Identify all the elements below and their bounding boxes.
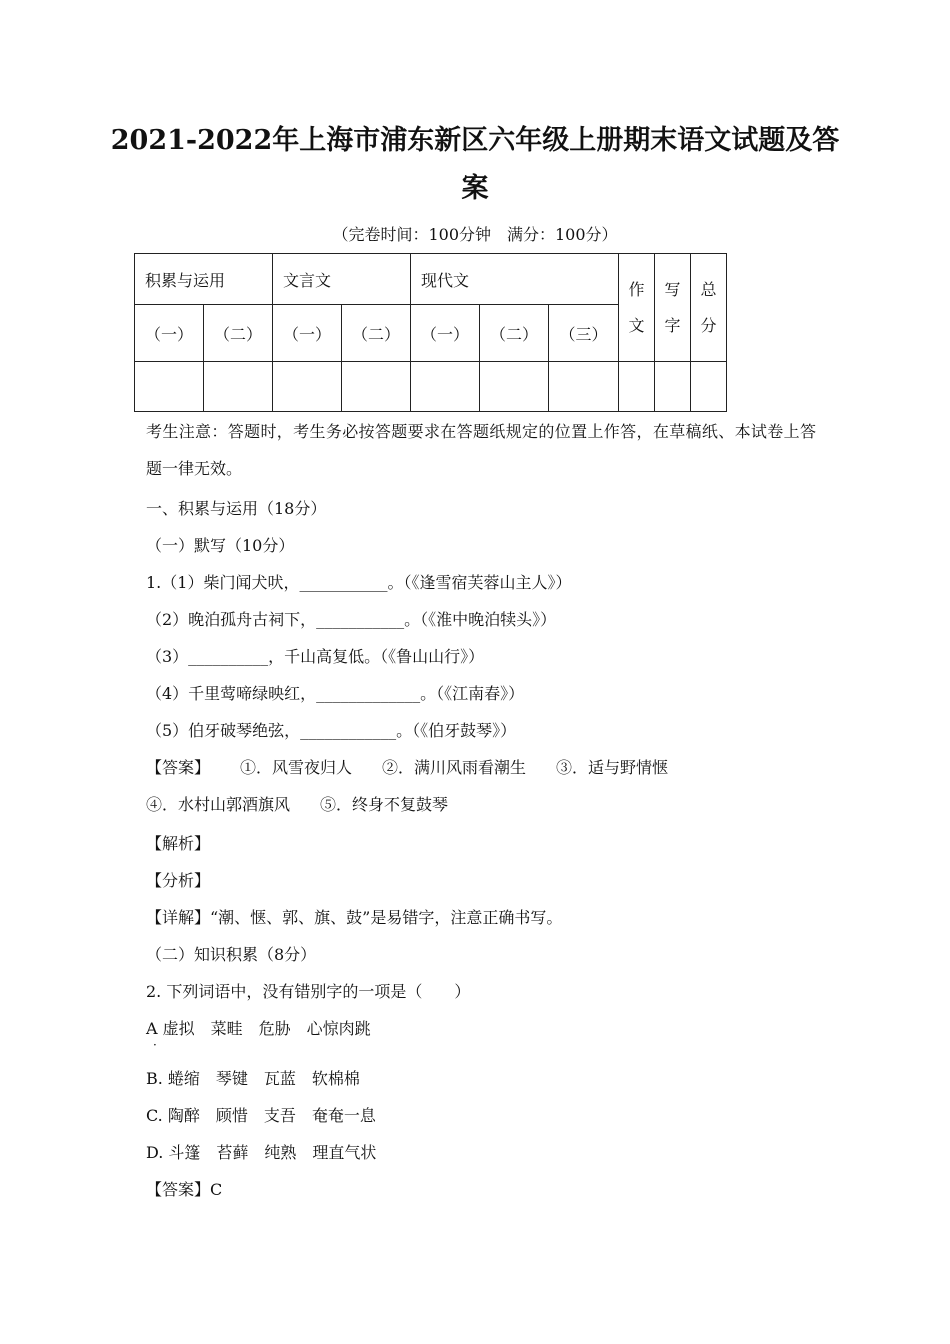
option-d: D. 斗篷 苔藓 纯熟 理直气状 [146, 1143, 377, 1162]
answer-item: ②．满川风雨看潮生 [382, 758, 527, 777]
score-cell [273, 362, 342, 412]
question-line: 2. 下列词语中，没有错别字的一项是（ ） [146, 982, 471, 1001]
score-header-zongfen: 总 分 [691, 254, 727, 362]
score-header-zuowen: 作 文 [619, 254, 655, 362]
score-sub-header: （二） [204, 305, 273, 362]
score-sub-header: （一） [411, 305, 480, 362]
score-cell [691, 362, 727, 412]
question-line: （4）千里莺啼绿映红，_____________。（《江南春》） [146, 684, 525, 703]
option-b: B. 蜷缩 琴键 瓦蓝 软棉棉 [146, 1069, 360, 1088]
detail-explanation: 【详解】“潮、惬、郭、旗、鼓”是易错字，注意正确书写。 [146, 908, 563, 927]
score-cell [655, 362, 691, 412]
question-line: （3）__________，千山高复低。（《鲁山山行》） [146, 647, 485, 666]
question-line: 1.（1）柴门闻犬吠，___________。（《逢雪宿芙蓉山主人》） [146, 573, 572, 592]
score-header-xiezi: 写 字 [655, 254, 691, 362]
dot-mark: · [153, 1038, 157, 1052]
section-heading: 一、积累与运用（18分） [146, 499, 327, 518]
score-cell [549, 362, 619, 412]
subsection-heading: （一）默写（10分） [146, 536, 295, 555]
subsection-heading: （二）知识积累（8分） [146, 945, 317, 964]
answer-block [146, 749, 816, 823]
answer-item: ④．水村山郭酒旗风 [146, 795, 291, 814]
answer-item: ①．风雪夜归人 [240, 758, 353, 777]
answer-item: ⑤．终身不复鼓琴 [320, 795, 449, 814]
document-title-line2: 案 [461, 173, 489, 204]
question-line: （5）伯牙破琴绝弦，____________。（《伯牙鼓琴》） [146, 721, 517, 740]
score-header-wenyanwen: 文言文 [273, 254, 411, 305]
score-sub-header: （一） [135, 305, 204, 362]
exam-time-info: （完卷时间：100分钟 满分：100分） [332, 225, 618, 244]
answer-item: ③．适与野情惬 [556, 758, 669, 777]
score-cell [342, 362, 411, 412]
document-title-line1: 2021-2022年上海市浦东新区六年级上册期末语文试题及答 [110, 125, 840, 156]
score-sub-header: （一） [273, 305, 342, 362]
score-cell [480, 362, 549, 412]
analysis-label: 【解析】 [146, 834, 211, 853]
answer-label: 【答案】 [146, 758, 211, 777]
score-sub-header: （二） [480, 305, 549, 362]
score-sub-header: （三） [549, 305, 619, 362]
score-cell [135, 362, 204, 412]
score-table [134, 253, 727, 412]
fenxi-label: 【分析】 [146, 871, 211, 890]
answer-2: 【答案】C [146, 1180, 223, 1199]
exam-notice: 考生注意：答题时，考生务必按答题要求在答题纸规定的位置上作答，在草稿纸、本试卷上答题一律无效。 [146, 422, 816, 478]
option-a: A 虚拟 菜畦 危胁 心惊肉跳 [146, 1019, 371, 1038]
question-line: （2）晚泊孤舟古祠下，___________。（《淮中晚泊犊头》） [146, 610, 557, 629]
score-header-xiandaiwen: 现代文 [411, 254, 619, 305]
score-cell [411, 362, 480, 412]
score-cell [204, 362, 273, 412]
score-header-jilei: 积累与运用 [135, 254, 273, 305]
score-sub-header: （二） [342, 305, 411, 362]
score-cell [619, 362, 655, 412]
option-c: C. 陶醉 顾惜 支吾 奄奄一息 [146, 1106, 376, 1125]
